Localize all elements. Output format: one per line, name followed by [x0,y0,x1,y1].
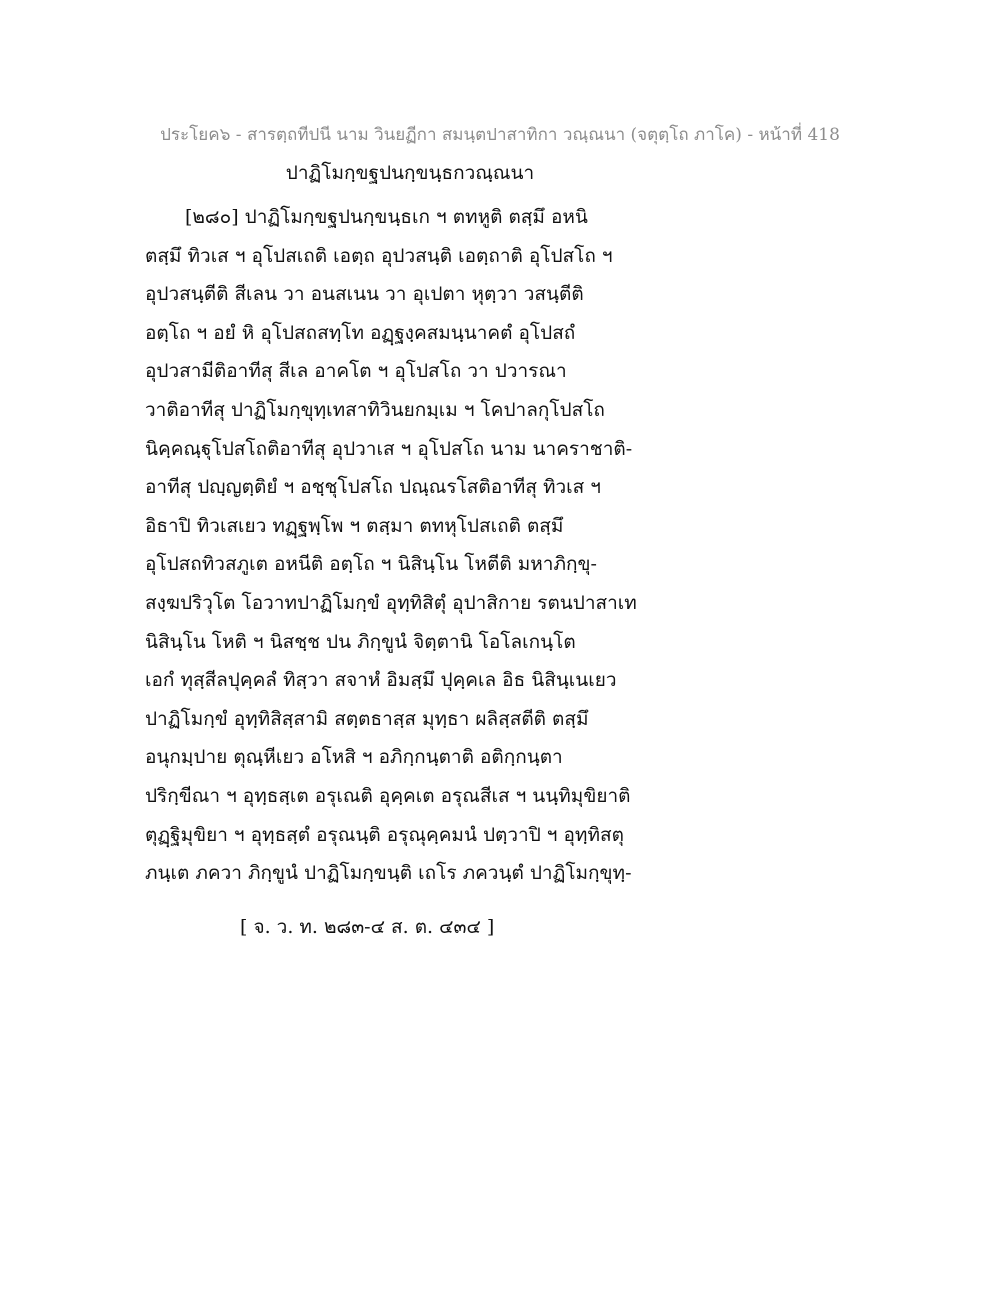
body-line: ปริกฺขีณา ฯ อุทฺธสฺเต อรุเณติ อุคฺคเต อรุณสีเส ฯ นนฺทิมุขิยาติ [145,784,631,807]
body-line: เอกํ ทุสฺสีลปุคฺคลํ ทิสฺวา สจาหํ อิมสฺมึ ปุคฺคเล อิธ นิสินฺเนเยว [145,669,617,692]
body-line: ตสฺมึ ทิวเส ฯ อุโปสเถติ เอตฺถ อุปวสนฺติ เอตฺถาติ อุโปสโถ ฯ [145,244,613,267]
body-line: ปาฏิโมกฺขํ อุทฺทิสิสฺสามิ สตฺตธาสฺส มุทฺธา ผลิสฺสตีติ ตสฺมึ [145,707,589,730]
body-line: ตุฏฺฐิมุขิยา ฯ อุทฺธสฺตํ อรุณนฺติ อรุณุคฺคมนํ ปตฺวาปิ ฯ อุทฺทิสตุ [145,823,624,846]
body-line: อตฺโถ ฯ อยํ หิ อุโปสถสทฺโท อฏฺฐงฺคสมนฺนาคตํ อุโปสถํ [145,321,576,344]
reference-citation: [ จ. ว. ท. ๒๘๓-๔ ส. ต. ๔๓๔ ] [240,916,495,938]
body-line: อุปวสนฺตีติ สีเลน วา อนสเนน วา อุเปตา หุตฺวา วสนฺตีติ [145,283,584,306]
body-line: อุปวสามีติอาทีสุ สีเล อาคโต ฯ อุโปสโถ วา ปวารณา [145,360,567,383]
body-line: นิสินฺโน โหติ ฯ นิสชฺช ปน ภิกฺขูนํ จิตฺตานิ โอโลเกนฺโต [145,630,576,653]
body-line: อาทีสุ ปญฺญตฺติยํ ฯ อชฺชุโปสโถ ปณฺณรโสติอาทีสุ ทิวเส ฯ [145,476,601,499]
body-line: นิคฺคณฺฐุโปสโถติอาทีสุ อุปวาเส ฯ อุโปสโถ นาม นาคราชาติ- [145,437,633,460]
body-text [145,198,705,893]
body-line: สงฺฆปริวุโต โอวาทปาฏิโมกฺขํ อุทฺทิสิตุํ อุปาสิกาย รตนปาสาเท [145,591,637,614]
body-line: วาติอาทีสุ ปาฏิโมกฺขุทฺเทสาทิวินยกมฺเม ฯ โคปาลกุโปสโถ [145,398,605,421]
running-head: ประโยค๖ - สารตฺถทีปนี นาม วินยฏีกา สมนฺตปาสาทิกา วณฺณนา (จตุตฺโถ ภาโค) - หน้าที่ 418 [160,125,840,145]
body-line: อนุกมฺปาย ตุณฺหีเยว อโหสิ ฯ อภิกฺกนฺตาติ อติกฺกนฺตา [145,746,563,769]
body-line: อิธาปิ ทิวเสเยว ทฏฺฐพฺโพ ฯ ตสฺมา ตทหุโปสเถติ ตสฺมึ [145,514,564,537]
section-title: ปาฏิโมกฺขฐปนกฺขนฺธกวณฺณนา [285,162,535,184]
body-line: อุโปสถทิวสภูเต อหนีติ อตฺโถ ฯ นิสินฺโน โหตีติ มหาภิกฺขุ- [145,553,597,576]
body-line: [๒๘๐] ปาฏิโมกฺขฐปนกฺขนฺธเก ฯ ตทหูติ ตสฺมึ อหนิ [185,206,588,228]
body-line: ภนฺเต ภควา ภิกฺขูนํ ปาฏิโมกฺขนฺติ เถโร ภควนฺตํ ปาฏิโมกฺขุทฺ- [145,862,632,885]
